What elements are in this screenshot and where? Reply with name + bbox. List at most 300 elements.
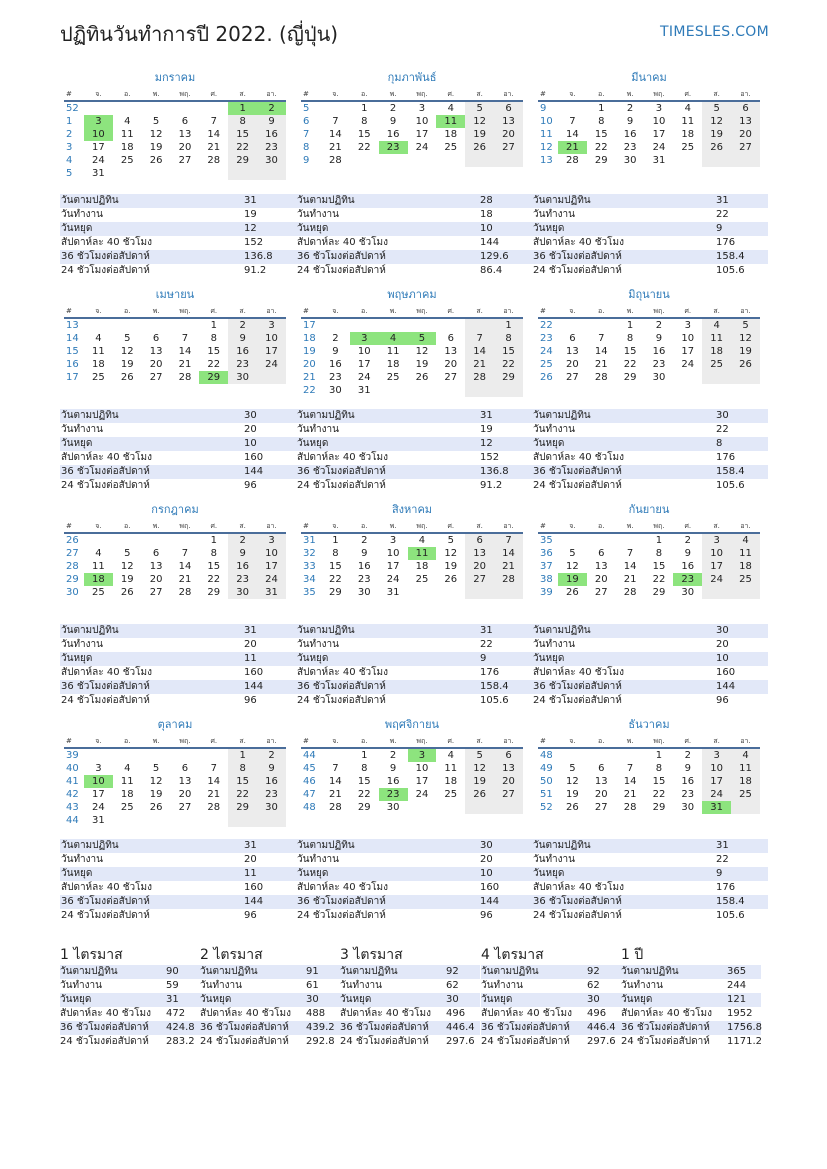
day-cell[interactable]: 8 xyxy=(210,333,217,344)
day-cell[interactable]: 16 xyxy=(357,561,371,572)
day-cell[interactable]: 10 xyxy=(681,333,695,344)
day-cell[interactable]: 4 xyxy=(447,750,454,761)
day-cell[interactable]: 22 xyxy=(623,359,637,370)
day-cell[interactable]: 24 xyxy=(357,372,371,383)
day-cell[interactable]: 14 xyxy=(207,776,221,787)
day-cell[interactable]: 7 xyxy=(626,763,634,774)
day-cell[interactable]: 26 xyxy=(415,372,429,383)
day-cell[interactable]: 7 xyxy=(598,333,605,344)
day-cell[interactable]: 1 xyxy=(598,103,605,114)
day-cell[interactable]: 27 xyxy=(149,372,163,383)
weekend-day-cell[interactable]: 25 xyxy=(731,573,760,586)
weekend-day-cell[interactable]: 8 xyxy=(228,762,257,775)
day-cell[interactable]: 19 xyxy=(120,574,134,585)
day-cell[interactable]: 15 xyxy=(594,129,608,140)
weekend-day-cell[interactable]: 16 xyxy=(257,128,286,141)
day-cell[interactable]: 11 xyxy=(120,129,134,140)
day-cell[interactable]: 22 xyxy=(207,574,221,585)
weekend-day-cell[interactable]: 2 xyxy=(228,533,257,547)
weekend-day-cell[interactable]: 30 xyxy=(257,154,286,167)
weekend-day-cell[interactable]: 24 xyxy=(257,573,286,586)
day-cell[interactable]: 1 xyxy=(361,103,368,114)
day-cell[interactable]: 13 xyxy=(178,776,192,787)
weekend-day-cell[interactable]: 28 xyxy=(465,371,494,384)
day-cell[interactable]: 5 xyxy=(124,548,131,559)
day-cell[interactable]: 31 xyxy=(92,815,105,826)
holiday-day-cell[interactable]: 21 xyxy=(558,141,587,154)
day-cell[interactable]: 29 xyxy=(207,587,221,598)
holiday-day-cell[interactable]: 31 xyxy=(702,801,731,814)
day-cell[interactable]: 10 xyxy=(415,116,429,127)
day-cell[interactable]: 19 xyxy=(149,789,163,800)
holiday-day-cell[interactable]: 10 xyxy=(84,775,113,788)
weekend-day-cell[interactable]: 24 xyxy=(702,573,731,586)
day-cell[interactable]: 8 xyxy=(655,548,663,559)
weekend-day-cell[interactable]: 16 xyxy=(257,775,286,788)
day-cell[interactable]: 9 xyxy=(626,116,634,127)
day-cell[interactable]: 4 xyxy=(418,535,426,546)
day-cell[interactable]: 13 xyxy=(566,346,579,357)
day-cell[interactable]: 21 xyxy=(623,574,637,585)
weekend-day-cell[interactable]: 13 xyxy=(731,115,760,128)
day-cell[interactable]: 18 xyxy=(444,776,458,787)
day-cell[interactable]: 17 xyxy=(681,346,695,357)
weekend-day-cell[interactable]: 21 xyxy=(465,358,494,371)
day-cell[interactable]: 8 xyxy=(655,763,663,774)
day-cell[interactable]: 16 xyxy=(652,346,666,357)
weekend-day-cell[interactable]: 18 xyxy=(731,560,760,573)
day-cell[interactable]: 28 xyxy=(329,802,342,813)
day-cell[interactable]: 25 xyxy=(120,802,134,813)
day-cell[interactable]: 19 xyxy=(444,561,458,572)
day-cell[interactable]: 17 xyxy=(92,789,105,800)
weekend-day-cell[interactable]: 9 xyxy=(257,115,286,128)
day-cell[interactable]: 21 xyxy=(178,359,192,370)
weekend-day-cell[interactable]: 12 xyxy=(465,762,494,775)
weekend-day-cell[interactable]: 4 xyxy=(731,748,760,762)
day-cell[interactable]: 10 xyxy=(415,763,429,774)
weekend-day-cell[interactable]: 4 xyxy=(702,318,731,332)
weekend-day-cell[interactable]: 13 xyxy=(494,115,523,128)
weekend-day-cell[interactable]: 20 xyxy=(731,128,760,141)
weekend-day-cell[interactable]: 17 xyxy=(257,345,286,358)
day-cell[interactable]: 24 xyxy=(386,574,400,585)
day-cell[interactable]: 20 xyxy=(149,359,163,370)
day-cell[interactable]: 30 xyxy=(386,802,400,813)
weekend-day-cell[interactable]: 23 xyxy=(228,573,257,586)
weekend-day-cell[interactable]: 10 xyxy=(702,762,731,775)
weekend-day-cell[interactable]: 3 xyxy=(257,533,286,547)
weekend-day-cell[interactable]: 26 xyxy=(465,141,494,154)
day-cell[interactable]: 15 xyxy=(207,346,221,357)
day-cell[interactable]: 30 xyxy=(623,155,637,166)
holiday-day-cell[interactable]: 3 xyxy=(84,115,113,128)
day-cell[interactable]: 1 xyxy=(655,750,663,761)
day-cell[interactable]: 20 xyxy=(178,789,192,800)
day-cell[interactable]: 8 xyxy=(361,763,368,774)
weekend-day-cell[interactable]: 16 xyxy=(228,345,257,358)
weekend-day-cell[interactable]: 12 xyxy=(731,332,760,345)
day-cell[interactable]: 19 xyxy=(120,359,134,370)
day-cell[interactable]: 7 xyxy=(210,763,217,774)
weekend-day-cell[interactable]: 19 xyxy=(702,128,731,141)
weekend-day-cell[interactable]: 17 xyxy=(702,775,731,788)
holiday-day-cell[interactable]: 5 xyxy=(408,332,437,345)
weekend-day-cell[interactable]: 10 xyxy=(702,547,731,560)
day-cell[interactable]: 18 xyxy=(120,789,134,800)
day-cell[interactable]: 16 xyxy=(623,129,637,140)
day-cell[interactable]: 9 xyxy=(361,548,368,559)
day-cell[interactable]: 15 xyxy=(207,561,221,572)
day-cell[interactable]: 6 xyxy=(569,333,576,344)
day-cell[interactable]: 3 xyxy=(655,103,663,114)
day-cell[interactable]: 17 xyxy=(652,129,666,140)
day-cell[interactable]: 31 xyxy=(652,155,666,166)
day-cell[interactable]: 19 xyxy=(566,789,579,800)
weekend-day-cell[interactable]: 14 xyxy=(494,547,523,560)
weekend-day-cell[interactable]: 5 xyxy=(702,101,731,115)
day-cell[interactable]: 25 xyxy=(386,372,400,383)
day-cell[interactable]: 9 xyxy=(389,116,397,127)
weekend-day-cell[interactable]: 20 xyxy=(465,560,494,573)
day-cell[interactable]: 16 xyxy=(386,129,400,140)
day-cell[interactable]: 25 xyxy=(444,789,458,800)
day-cell[interactable]: 28 xyxy=(178,372,192,383)
day-cell[interactable]: 21 xyxy=(178,574,192,585)
weekend-day-cell[interactable]: 16 xyxy=(228,560,257,573)
day-cell[interactable]: 18 xyxy=(681,129,695,140)
day-cell[interactable]: 9 xyxy=(332,346,339,357)
day-cell[interactable]: 15 xyxy=(623,346,637,357)
day-cell[interactable]: 12 xyxy=(120,346,134,357)
day-cell[interactable]: 24 xyxy=(681,359,695,370)
day-cell[interactable]: 17 xyxy=(357,359,371,370)
weekend-day-cell[interactable]: 22 xyxy=(228,141,257,154)
day-cell[interactable]: 15 xyxy=(329,561,342,572)
day-cell[interactable]: 7 xyxy=(332,116,339,127)
day-cell[interactable]: 22 xyxy=(594,142,608,153)
day-cell[interactable]: 11 xyxy=(92,561,105,572)
day-cell[interactable]: 5 xyxy=(569,763,576,774)
day-cell[interactable]: 6 xyxy=(152,548,160,559)
day-cell[interactable]: 2 xyxy=(389,750,397,761)
day-cell[interactable]: 18 xyxy=(386,359,400,370)
day-cell[interactable]: 2 xyxy=(655,320,663,331)
day-cell[interactable]: 8 xyxy=(626,333,634,344)
day-cell[interactable]: 25 xyxy=(120,155,134,166)
weekend-day-cell[interactable]: 6 xyxy=(465,533,494,547)
day-cell[interactable]: 13 xyxy=(178,129,192,140)
day-cell[interactable]: 23 xyxy=(357,574,371,585)
day-cell[interactable]: 3 xyxy=(418,103,426,114)
day-cell[interactable]: 22 xyxy=(357,142,371,153)
weekend-day-cell[interactable]: 2 xyxy=(228,318,257,332)
day-cell[interactable]: 9 xyxy=(655,333,663,344)
holiday-day-cell[interactable]: 2 xyxy=(257,101,286,115)
day-cell[interactable]: 27 xyxy=(444,372,458,383)
day-cell[interactable]: 17 xyxy=(92,142,105,153)
day-cell[interactable]: 14 xyxy=(623,561,637,572)
holiday-day-cell[interactable]: 29 xyxy=(199,371,228,384)
day-cell[interactable]: 23 xyxy=(623,142,637,153)
day-cell[interactable]: 25 xyxy=(415,574,429,585)
day-cell[interactable]: 29 xyxy=(329,587,342,598)
day-cell[interactable]: 2 xyxy=(684,750,691,761)
day-cell[interactable]: 28 xyxy=(207,155,221,166)
day-cell[interactable]: 24 xyxy=(92,802,105,813)
day-cell[interactable]: 1 xyxy=(210,320,217,331)
day-cell[interactable]: 12 xyxy=(149,776,163,787)
day-cell[interactable]: 11 xyxy=(92,346,105,357)
weekend-day-cell[interactable]: 15 xyxy=(494,345,523,358)
day-cell[interactable]: 28 xyxy=(178,587,192,598)
day-cell[interactable]: 14 xyxy=(178,561,192,572)
weekend-day-cell[interactable]: 29 xyxy=(228,154,257,167)
day-cell[interactable]: 20 xyxy=(178,142,192,153)
day-cell[interactable]: 21 xyxy=(207,142,221,153)
day-cell[interactable]: 14 xyxy=(594,346,608,357)
day-cell[interactable]: 6 xyxy=(181,763,189,774)
day-cell[interactable]: 3 xyxy=(684,320,691,331)
day-cell[interactable]: 25 xyxy=(681,142,695,153)
weekend-day-cell[interactable]: 31 xyxy=(257,586,286,599)
day-cell[interactable]: 22 xyxy=(207,359,221,370)
weekend-day-cell[interactable]: 20 xyxy=(494,775,523,788)
day-cell[interactable]: 27 xyxy=(149,587,163,598)
weekend-day-cell[interactable]: 26 xyxy=(731,358,760,371)
day-cell[interactable]: 5 xyxy=(124,333,131,344)
day-cell[interactable]: 29 xyxy=(652,587,666,598)
day-cell[interactable]: 29 xyxy=(623,372,637,383)
holiday-day-cell[interactable]: 19 xyxy=(558,573,587,586)
weekend-day-cell[interactable]: 23 xyxy=(257,141,286,154)
weekend-day-cell[interactable]: 14 xyxy=(465,345,494,358)
day-cell[interactable]: 18 xyxy=(92,359,105,370)
day-cell[interactable]: 18 xyxy=(415,561,429,572)
day-cell[interactable]: 17 xyxy=(415,776,429,787)
day-cell[interactable]: 28 xyxy=(566,155,579,166)
holiday-day-cell[interactable]: 1 xyxy=(228,101,257,115)
weekend-day-cell[interactable]: 22 xyxy=(494,358,523,371)
day-cell[interactable]: 7 xyxy=(569,116,576,127)
day-cell[interactable]: 4 xyxy=(124,763,131,774)
day-cell[interactable]: 3 xyxy=(95,763,102,774)
day-cell[interactable]: 9 xyxy=(684,763,691,774)
weekend-day-cell[interactable]: 2 xyxy=(257,748,286,762)
day-cell[interactable]: 8 xyxy=(598,116,605,127)
day-cell[interactable]: 12 xyxy=(566,776,579,787)
day-cell[interactable]: 24 xyxy=(92,155,105,166)
day-cell[interactable]: 3 xyxy=(389,535,397,546)
day-cell[interactable]: 26 xyxy=(120,372,134,383)
day-cell[interactable]: 24 xyxy=(415,142,429,153)
day-cell[interactable]: 1 xyxy=(332,535,339,546)
day-cell[interactable]: 25 xyxy=(92,372,105,383)
weekend-day-cell[interactable]: 7 xyxy=(494,533,523,547)
weekend-day-cell[interactable]: 4 xyxy=(731,533,760,547)
weekend-day-cell[interactable]: 30 xyxy=(228,586,257,599)
day-cell[interactable]: 7 xyxy=(626,548,634,559)
day-cell[interactable]: 26 xyxy=(444,574,458,585)
day-cell[interactable]: 19 xyxy=(415,359,429,370)
day-cell[interactable]: 21 xyxy=(329,789,342,800)
day-cell[interactable]: 4 xyxy=(95,548,102,559)
holiday-day-cell[interactable]: 23 xyxy=(379,788,408,801)
day-cell[interactable]: 15 xyxy=(652,776,666,787)
holiday-day-cell[interactable]: 3 xyxy=(350,332,379,345)
day-cell[interactable]: 6 xyxy=(598,763,605,774)
weekend-day-cell[interactable]: 6 xyxy=(494,101,523,115)
day-cell[interactable]: 28 xyxy=(207,802,221,813)
day-cell[interactable]: 7 xyxy=(181,333,189,344)
day-cell[interactable]: 2 xyxy=(361,535,368,546)
weekend-day-cell[interactable]: 30 xyxy=(228,371,257,384)
day-cell[interactable]: 6 xyxy=(181,116,189,127)
weekend-day-cell[interactable]: 3 xyxy=(702,748,731,762)
day-cell[interactable]: 7 xyxy=(210,116,217,127)
day-cell[interactable]: 15 xyxy=(652,561,666,572)
day-cell[interactable]: 30 xyxy=(329,385,342,396)
day-cell[interactable]: 2 xyxy=(626,103,634,114)
day-cell[interactable]: 1 xyxy=(655,535,663,546)
weekend-day-cell[interactable]: 22 xyxy=(228,788,257,801)
weekend-day-cell[interactable]: 5 xyxy=(465,101,494,115)
day-cell[interactable]: 10 xyxy=(652,116,666,127)
day-cell[interactable]: 26 xyxy=(120,587,134,598)
weekend-day-cell[interactable]: 8 xyxy=(494,332,523,345)
day-cell[interactable]: 20 xyxy=(444,359,458,370)
weekend-day-cell[interactable]: 23 xyxy=(228,358,257,371)
day-cell[interactable]: 2 xyxy=(389,103,397,114)
day-cell[interactable]: 4 xyxy=(124,116,131,127)
day-cell[interactable]: 14 xyxy=(623,776,637,787)
holiday-day-cell[interactable]: 18 xyxy=(84,573,113,586)
day-cell[interactable]: 8 xyxy=(361,116,368,127)
day-cell[interactable]: 11 xyxy=(120,776,134,787)
weekend-day-cell[interactable]: 5 xyxy=(731,318,760,332)
holiday-day-cell[interactable]: 3 xyxy=(408,748,437,762)
weekend-day-cell[interactable]: 27 xyxy=(494,141,523,154)
weekend-day-cell[interactable]: 12 xyxy=(702,115,731,128)
weekend-day-cell[interactable]: 11 xyxy=(731,547,760,560)
day-cell[interactable]: 13 xyxy=(444,346,458,357)
weekend-day-cell[interactable]: 24 xyxy=(702,788,731,801)
day-cell[interactable]: 20 xyxy=(566,359,579,370)
day-cell[interactable]: 28 xyxy=(594,372,608,383)
weekend-day-cell[interactable]: 18 xyxy=(731,775,760,788)
day-cell[interactable]: 25 xyxy=(444,142,458,153)
weekend-day-cell[interactable]: 9 xyxy=(228,332,257,345)
day-cell[interactable]: 11 xyxy=(386,346,400,357)
day-cell[interactable]: 5 xyxy=(152,116,160,127)
weekend-day-cell[interactable]: 11 xyxy=(731,762,760,775)
weekend-day-cell[interactable]: 26 xyxy=(702,141,731,154)
weekend-day-cell[interactable]: 27 xyxy=(494,788,523,801)
day-cell[interactable]: 14 xyxy=(207,129,221,140)
day-cell[interactable]: 9 xyxy=(684,548,691,559)
day-cell[interactable]: 29 xyxy=(594,155,608,166)
weekend-day-cell[interactable]: 20 xyxy=(494,128,523,141)
holiday-day-cell[interactable]: 4 xyxy=(379,332,408,345)
weekend-day-cell[interactable]: 21 xyxy=(494,560,523,573)
weekend-day-cell[interactable]: 13 xyxy=(465,547,494,560)
day-cell[interactable]: 15 xyxy=(357,129,371,140)
day-cell[interactable]: 4 xyxy=(447,103,454,114)
weekend-day-cell[interactable]: 29 xyxy=(228,801,257,814)
day-cell[interactable]: 30 xyxy=(681,587,695,598)
day-cell[interactable]: 22 xyxy=(652,574,666,585)
weekend-day-cell[interactable]: 15 xyxy=(228,128,257,141)
day-cell[interactable]: 21 xyxy=(207,789,221,800)
day-cell[interactable]: 11 xyxy=(444,763,458,774)
day-cell[interactable]: 31 xyxy=(357,385,371,396)
weekend-day-cell[interactable]: 9 xyxy=(257,762,286,775)
weekend-day-cell[interactable]: 18 xyxy=(702,345,731,358)
weekend-day-cell[interactable]: 25 xyxy=(702,358,731,371)
weekend-day-cell[interactable]: 1 xyxy=(228,748,257,762)
weekend-day-cell[interactable]: 6 xyxy=(731,101,760,115)
day-cell[interactable]: 14 xyxy=(329,776,342,787)
holiday-day-cell[interactable]: 11 xyxy=(408,547,437,560)
day-cell[interactable]: 21 xyxy=(594,359,608,370)
weekend-day-cell[interactable]: 27 xyxy=(465,573,494,586)
day-cell[interactable]: 10 xyxy=(357,346,371,357)
day-cell[interactable]: 6 xyxy=(447,333,454,344)
day-cell[interactable]: 12 xyxy=(444,548,458,559)
day-cell[interactable]: 28 xyxy=(329,155,342,166)
weekend-day-cell[interactable]: 8 xyxy=(228,115,257,128)
day-cell[interactable]: 18 xyxy=(120,142,134,153)
weekend-day-cell[interactable]: 6 xyxy=(494,748,523,762)
day-cell[interactable]: 4 xyxy=(684,103,691,114)
holiday-day-cell[interactable]: 23 xyxy=(379,141,408,154)
weekend-day-cell[interactable]: 10 xyxy=(257,547,286,560)
day-cell[interactable]: 12 xyxy=(149,129,163,140)
day-cell[interactable]: 29 xyxy=(652,802,666,813)
weekend-day-cell[interactable]: 17 xyxy=(257,560,286,573)
weekend-day-cell[interactable]: 12 xyxy=(465,115,494,128)
day-cell[interactable]: 17 xyxy=(386,561,400,572)
weekend-day-cell[interactable]: 23 xyxy=(257,788,286,801)
day-cell[interactable]: 5 xyxy=(152,763,160,774)
day-cell[interactable]: 1 xyxy=(361,750,368,761)
day-cell[interactable]: 28 xyxy=(623,802,637,813)
day-cell[interactable]: 31 xyxy=(92,168,105,179)
day-cell[interactable]: 30 xyxy=(357,587,371,598)
day-cell[interactable]: 19 xyxy=(149,142,163,153)
day-cell[interactable]: 12 xyxy=(415,346,429,357)
weekend-day-cell[interactable]: 26 xyxy=(465,788,494,801)
day-cell[interactable]: 29 xyxy=(357,802,371,813)
day-cell[interactable]: 21 xyxy=(623,789,637,800)
day-cell[interactable]: 6 xyxy=(152,333,160,344)
weekend-day-cell[interactable]: 24 xyxy=(257,358,286,371)
day-cell[interactable]: 20 xyxy=(594,789,608,800)
day-cell[interactable]: 1 xyxy=(210,535,217,546)
weekend-day-cell[interactable]: 28 xyxy=(494,573,523,586)
day-cell[interactable]: 6 xyxy=(598,548,605,559)
weekend-day-cell[interactable]: 19 xyxy=(465,775,494,788)
day-cell[interactable]: 21 xyxy=(329,142,342,153)
weekend-day-cell[interactable]: 3 xyxy=(702,533,731,547)
weekend-day-cell[interactable]: 1 xyxy=(494,318,523,332)
day-cell[interactable]: 13 xyxy=(594,561,608,572)
day-cell[interactable]: 27 xyxy=(566,372,579,383)
day-cell[interactable]: 5 xyxy=(447,535,454,546)
day-cell[interactable]: 17 xyxy=(415,129,429,140)
day-cell[interactable]: 23 xyxy=(652,359,666,370)
day-cell[interactable]: 27 xyxy=(594,802,608,813)
